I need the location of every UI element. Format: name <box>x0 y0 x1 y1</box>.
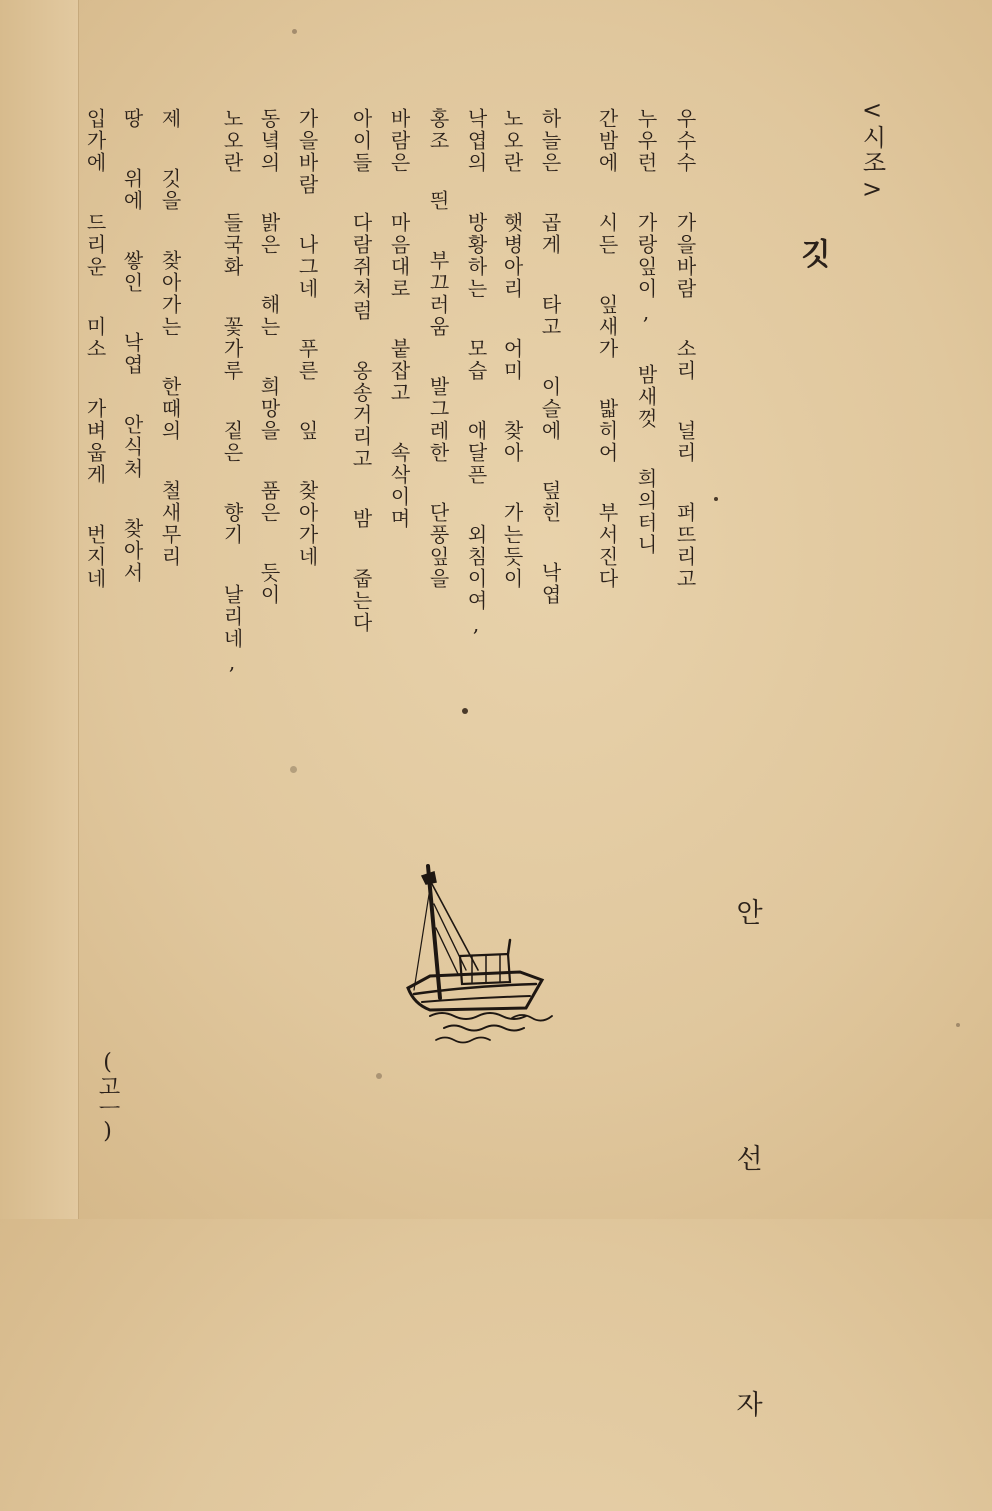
poem-line: 아이들 다람쥐처럼 옹송거리고 밤 줍는다 <box>349 108 373 634</box>
ink-speck <box>292 29 297 34</box>
ink-speck <box>290 766 297 773</box>
page-edge <box>0 0 79 1219</box>
poem-line: 하늘은 곱게 타고 이슬에 덮힌 낙엽 <box>538 108 562 606</box>
sailboat-illustration <box>400 858 560 1058</box>
poem-line: 노오란 들국화 꽃가루 짙은 향기 날리네, <box>220 108 244 676</box>
poem-line: 가을바람 나그네 푸른 잎 찾아가네 <box>295 108 319 568</box>
ink-speck <box>956 1023 960 1027</box>
poem-line: 입가에 드리운 미소 가벼웁게 번지네 <box>83 108 107 590</box>
poem-category: <시조> <box>858 96 886 204</box>
ink-speck <box>714 497 718 501</box>
ink-speck <box>376 1073 382 1079</box>
page-number: (고ㅡ) <box>95 1050 120 1144</box>
poem-line: 노오란 햇병아리 어미 찾아 가는듯이 <box>500 108 524 590</box>
poem-line: 제 깃을 찾아가는 한때의 철새무리 <box>158 108 182 568</box>
poem-line: 낙엽의 방황하는 모습 애달픈 외침이여, <box>464 108 488 638</box>
poem-line: 우수수 가을바람 소리 널리 퍼뜨리고 <box>673 108 697 590</box>
poem-line: 바람은 마음대로 붙잡고 속삭이며 <box>387 108 411 530</box>
author-name: 안 선 자 <box>731 898 762 1511</box>
ink-speck <box>462 708 468 714</box>
poem-line: 홍조 띈 부끄러움 발그레한 단풍잎을 <box>426 108 450 590</box>
poem-line: 누우런 가랑잎이, 밤새껏 희의터니 <box>634 108 658 556</box>
poem-title: 깃 <box>795 238 830 268</box>
poem-line: 동녘의 밝은 해는 희망을 품은 듯이 <box>257 108 281 606</box>
poem-line: 땅 위에 쌓인 낙엽 안식처 찾아서 <box>120 108 144 584</box>
poem-line: 간밤에 시든 잎새가 밟히어 부서진다 <box>595 108 619 590</box>
